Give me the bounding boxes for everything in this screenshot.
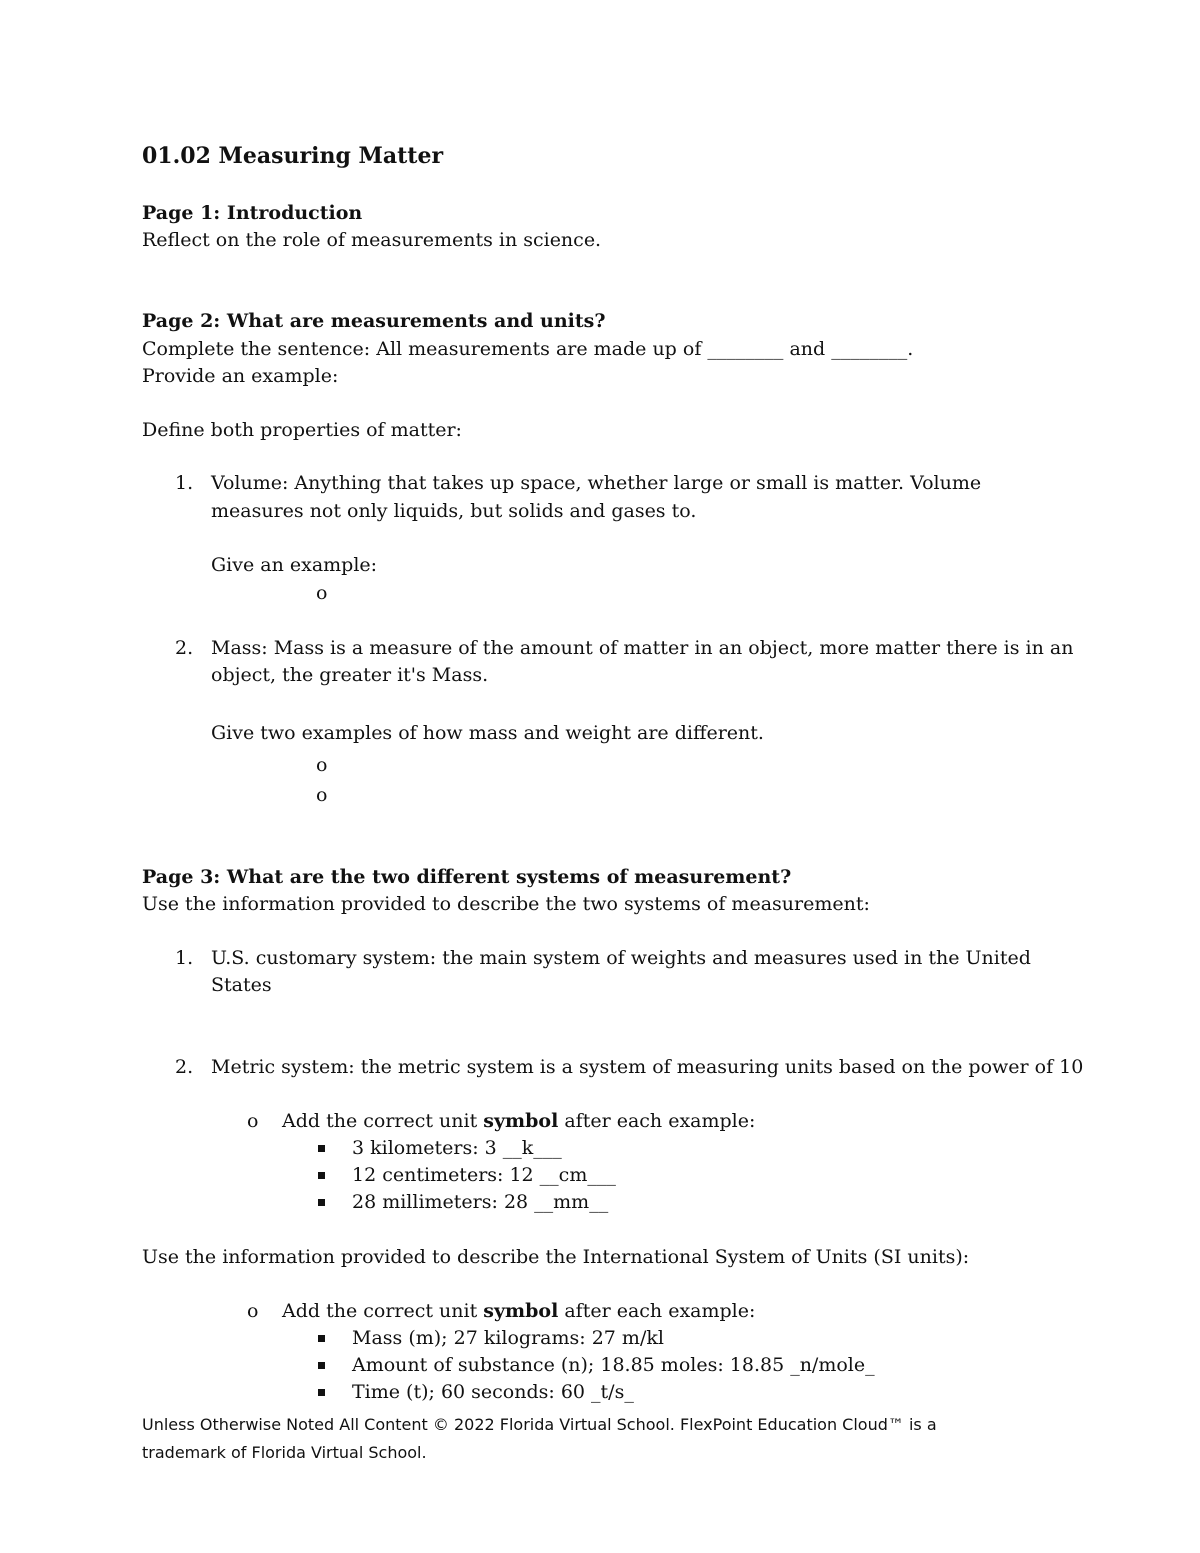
page3-intro: Use the information provided to describe the two systems of measurement:	[142, 893, 870, 915]
metric-system-line: Metric system: the metric system is a system of measuring units based on the power of 10	[211, 1056, 1084, 1078]
page2-example-prompt: Provide an example:	[142, 365, 339, 387]
si-instruction: Add the correct unit symbol after each example:	[282, 1300, 756, 1322]
mass-line-2: object, the greater it's Mass.	[211, 664, 489, 686]
list-number: 1.	[175, 947, 194, 969]
square-bullet	[318, 1172, 325, 1179]
page1-heading: Page 1: Introduction	[142, 202, 363, 224]
list-number: 1.	[175, 472, 194, 494]
page2-heading: Page 2: What are measurements and units?	[142, 310, 606, 332]
square-bullet	[318, 1389, 325, 1396]
si-intro: Use the information provided to describe the International System of Units (SI units):	[142, 1246, 970, 1268]
page1-text: Reflect on the role of measurements in science.	[142, 229, 602, 251]
metric-example: 12 centimeters: 12 __cm___	[352, 1164, 616, 1186]
hollow-bullet: o	[247, 1110, 259, 1132]
hollow-bullet: o	[247, 1300, 259, 1322]
footer-line-2: trademark of Florida Virtual School.	[142, 1443, 427, 1462]
footer-line-1: Unless Otherwise Noted All Content © 2022 Florida Virtual School. FlexPoint Education Cloud™ is a	[142, 1415, 937, 1434]
hollow-bullet: o	[316, 784, 328, 806]
list-number: 2.	[175, 637, 194, 659]
square-bullet	[318, 1362, 325, 1369]
volume-line-1: Volume: Anything that takes up space, whether large or small is matter. Volume	[211, 472, 982, 494]
page2-sentence: Complete the sentence: All measurements are made up of ________ and ________.	[142, 338, 914, 360]
si-example: Mass (m); 27 kilograms: 27 m/kl	[352, 1327, 664, 1349]
us-system-line-2: States	[211, 974, 272, 996]
list-number: 2.	[175, 1056, 194, 1078]
volume-prompt: Give an example:	[211, 554, 378, 576]
document-title: 01.02 Measuring Matter	[142, 143, 444, 169]
metric-example: 3 kilometers: 3 __k___	[352, 1137, 562, 1159]
square-bullet	[318, 1335, 325, 1342]
volume-line-2: measures not only liquids, but solids and gases to.	[211, 500, 697, 522]
page3-heading: Page 3: What are the two different systems of measurement?	[142, 866, 792, 888]
square-bullet	[318, 1145, 325, 1152]
si-example: Time (t); 60 seconds: 60 _t/s_	[352, 1381, 634, 1403]
page2-define-prompt: Define both properties of matter:	[142, 419, 462, 441]
mass-line-1: Mass: Mass is a measure of the amount of matter in an object, more matter there is in an	[211, 637, 1074, 659]
mass-prompt: Give two examples of how mass and weight are different.	[211, 722, 764, 744]
square-bullet	[318, 1199, 325, 1206]
hollow-bullet: o	[316, 754, 328, 776]
si-example: Amount of substance (n); 18.85 moles: 18.85 _n/mole_	[352, 1354, 875, 1376]
metric-example: 28 millimeters: 28 __mm__	[352, 1191, 609, 1213]
metric-instruction: Add the correct unit symbol after each example:	[282, 1110, 756, 1132]
us-system-line-1: U.S. customary system: the main system of weights and measures used in the United	[211, 947, 1031, 969]
hollow-bullet: o	[316, 582, 328, 604]
